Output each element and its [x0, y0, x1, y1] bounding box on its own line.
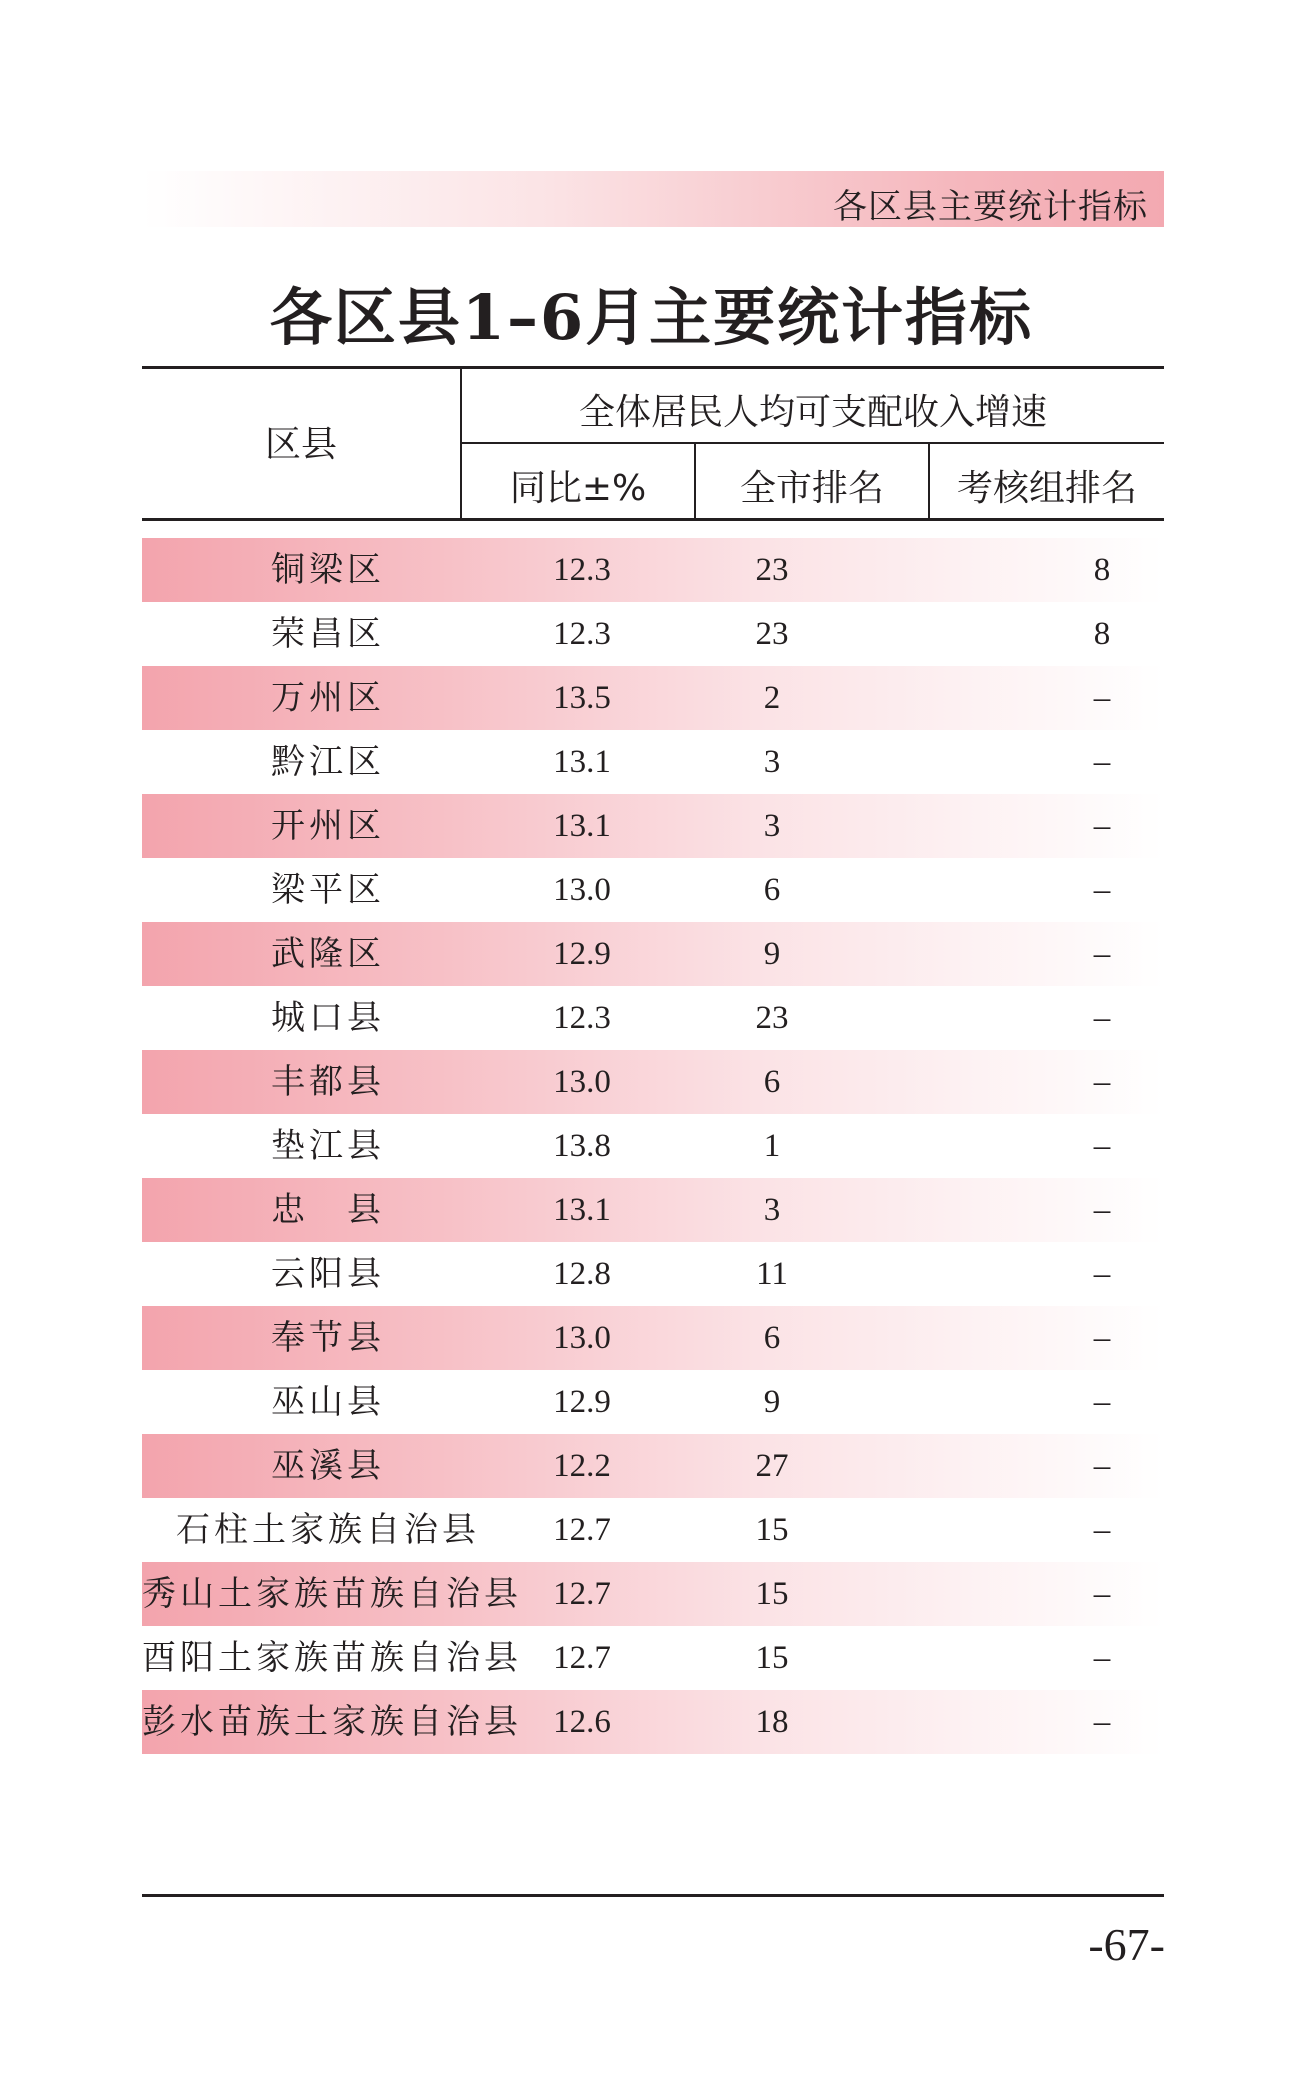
- table-row: [142, 1434, 1164, 1498]
- district-name: 秀山土家族苗族自治县: [142, 1574, 522, 1614]
- district-name: 城口县: [271, 998, 385, 1038]
- group-rank-value: –: [1093, 1576, 1111, 1612]
- district-name: 开州区: [271, 806, 385, 846]
- district-name: 铜梁区: [271, 550, 385, 590]
- district-name: 巫溪县: [271, 1446, 385, 1486]
- city-rank-value: 23: [755, 552, 789, 588]
- yoy-value: 13.8: [553, 1128, 611, 1164]
- yoy-value: 12.6: [553, 1704, 611, 1740]
- city-rank-value: 15: [755, 1640, 789, 1676]
- yoy-value: 12.3: [553, 552, 611, 588]
- yoy-value: 13.1: [553, 808, 611, 844]
- table-row: [142, 794, 1164, 858]
- page-title: 各区县1–6月主要统计指标: [269, 281, 1034, 354]
- table-row: [142, 538, 1164, 602]
- yoy-value: 12.2: [553, 1448, 611, 1484]
- district-name: 酉阳土家族苗族自治县: [142, 1638, 522, 1678]
- group-rank-value: –: [1093, 1192, 1111, 1228]
- district-name: 荣昌区: [271, 614, 385, 654]
- table-row: [142, 986, 1164, 1050]
- group-rank-value: 8: [1093, 616, 1111, 652]
- section-tab: [142, 171, 1164, 227]
- yoy-value: 12.7: [553, 1576, 611, 1612]
- district-name: 黔江区: [271, 742, 385, 782]
- table-row: [142, 1306, 1164, 1370]
- city-rank-value: 18: [755, 1704, 789, 1740]
- group-rank-value: –: [1093, 1064, 1111, 1100]
- top-rule: [142, 366, 1164, 369]
- table-body: [142, 538, 1164, 1754]
- group-rank-value: –: [1093, 808, 1111, 844]
- district-name: 云阳县: [271, 1254, 385, 1294]
- group-rank-value: –: [1093, 872, 1111, 908]
- city-rank-value: 1: [763, 1128, 781, 1164]
- district-name: 石柱土家族自治县: [176, 1510, 480, 1550]
- yoy-value: 12.7: [553, 1640, 611, 1676]
- table-row: [142, 1370, 1164, 1434]
- district-name: 万州区: [271, 678, 385, 718]
- city-rank-value: 27: [755, 1448, 789, 1484]
- city-rank-value: 3: [763, 808, 781, 844]
- table-row: [142, 1242, 1164, 1306]
- yoy-value: 13.0: [553, 1320, 611, 1356]
- table-header: [142, 366, 1164, 520]
- city-rank-value: 15: [755, 1512, 789, 1548]
- header-bottom-rule: [142, 518, 1164, 521]
- table-row: [142, 1050, 1164, 1114]
- group-rank-value: –: [1093, 1704, 1111, 1740]
- col-group-rank-header: 考核组排名: [956, 468, 1137, 509]
- city-rank-value: 2: [763, 680, 781, 716]
- district-name: 彭水苗族土家族自治县: [142, 1702, 522, 1742]
- district-name: 巫山县: [271, 1382, 385, 1422]
- city-rank-value: 6: [763, 1320, 781, 1356]
- group-rank-value: –: [1093, 680, 1111, 716]
- city-rank-value: 23: [755, 616, 789, 652]
- city-rank-value: 9: [763, 1384, 781, 1420]
- table-row: [142, 602, 1164, 666]
- city-rank-value: 6: [763, 872, 781, 908]
- group-rank-value: –: [1093, 1512, 1111, 1548]
- yoy-value: 12.9: [553, 936, 611, 972]
- table-row: [142, 1626, 1164, 1690]
- district-header: 区县: [264, 424, 337, 465]
- page-number: -67-: [1088, 1919, 1165, 1970]
- city-rank-value: 6: [763, 1064, 781, 1100]
- yoy-value: 12.7: [553, 1512, 611, 1548]
- table-row: [142, 858, 1164, 922]
- group-rank-value: –: [1093, 1000, 1111, 1036]
- district-name: 奉节县: [271, 1318, 385, 1358]
- city-rank-value: 23: [755, 1000, 789, 1036]
- yoy-value: 13.0: [553, 872, 611, 908]
- col-yoy-header: 同比±%: [509, 468, 647, 509]
- group-rank-value: –: [1093, 1256, 1111, 1292]
- group-header: 全体居民人均可支配收入增速: [578, 392, 1047, 433]
- group-rank-value: –: [1093, 1128, 1111, 1164]
- table-row: [142, 1690, 1164, 1754]
- city-rank-value: 3: [763, 744, 781, 780]
- table-row: [142, 666, 1164, 730]
- group-rank-value: –: [1093, 936, 1111, 972]
- yoy-value: 12.3: [553, 616, 611, 652]
- divider-horizontal: [460, 442, 1164, 444]
- yoy-value: 12.9: [553, 1384, 611, 1420]
- group-rank-value: 8: [1093, 552, 1111, 588]
- table-row: [142, 1178, 1164, 1242]
- district-name: 梁平区: [271, 870, 385, 910]
- yoy-value: 13.5: [553, 680, 611, 716]
- table-row: [142, 1562, 1164, 1626]
- group-rank-value: –: [1093, 1384, 1111, 1420]
- group-rank-value: –: [1093, 1320, 1111, 1356]
- group-rank-value: –: [1093, 744, 1111, 780]
- district-name: 丰都县: [271, 1062, 385, 1102]
- col-city-rank-header: 全市排名: [739, 468, 884, 509]
- table-row: [142, 1498, 1164, 1562]
- city-rank-value: 3: [763, 1192, 781, 1228]
- group-rank-value: –: [1093, 1448, 1111, 1484]
- city-rank-value: 11: [756, 1256, 788, 1292]
- yoy-value: 13.0: [553, 1064, 611, 1100]
- table-row: [142, 730, 1164, 794]
- city-rank-value: 15: [755, 1576, 789, 1612]
- yoy-value: 13.1: [553, 744, 611, 780]
- group-rank-value: –: [1093, 1640, 1111, 1676]
- city-rank-value: 9: [763, 936, 781, 972]
- district-name: 垫江县: [271, 1126, 385, 1166]
- district-name: 武隆区: [271, 934, 385, 974]
- district-name: 忠 县: [271, 1190, 385, 1230]
- yoy-value: 13.1: [553, 1192, 611, 1228]
- yoy-value: 12.8: [553, 1256, 611, 1292]
- table-row: [142, 922, 1164, 986]
- table-row: [142, 1114, 1164, 1178]
- bottom-rule: [142, 1894, 1164, 1897]
- yoy-value: 12.3: [553, 1000, 611, 1036]
- section-tab-label: 各区县主要统计指标: [833, 187, 1148, 227]
